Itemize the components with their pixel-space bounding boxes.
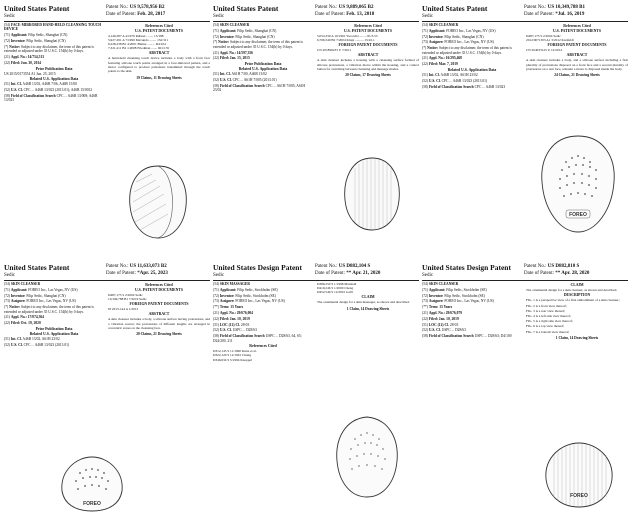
claims-count: 1 Claim, 14 Drawing Sheets (555, 335, 599, 340)
field-row: (54) FACE-MIRRORED HAND-HELD CLEANSING TOUCH DEVICE (4, 23, 102, 32)
field-row: (72) Inventor: Filip Sedic, Stockholm (SE) (422, 293, 485, 298)
reference-entry: D389,250 S 1/1998 Marshall (317, 282, 357, 286)
patent-number: US 9,889,065 B2 (338, 5, 374, 10)
reference-entry: CN 201899233 U 7/2011 (317, 48, 352, 53)
field-row: (72) Inventor: Filip Sedic, Shanghai (CN) (4, 293, 66, 298)
patent-header (422, 4, 628, 22)
section-heading: Related U.S. Application Data (29, 331, 79, 336)
inventor-name: Sedic (4, 14, 16, 19)
field-row: (**) Term: 15 Years (422, 305, 453, 310)
field-row: (22) Filed: Oct. 19, 2020 (4, 321, 41, 326)
patent-date: Feb. 28, 2017 (137, 12, 166, 17)
abstract-heading: ABSTRACT (357, 53, 379, 58)
handheld-device-figure (122, 162, 194, 242)
references-column (317, 282, 419, 311)
claim-text: The ornamental design for a skin cleanser, as shown and described. (526, 288, 618, 292)
patent-country: United States Design Patent (213, 263, 302, 272)
patent-date: *Apr. 25, 2023 (137, 271, 168, 276)
reference-entry: FOREIGN PATENT DOCUMENTS (129, 302, 189, 307)
inventor-name: Sedic (4, 273, 16, 278)
field-row: (54) SKIN MASSAGER (213, 282, 250, 286)
reference-entry: 7,321,211 B2 1/2008 Friedman ....... 601/135 (108, 46, 170, 51)
claims-count: 1 Claim, 14 Drawing Sheets (346, 306, 390, 311)
field-row: (52) U.S. Cl. CPC ... A61H 7/005 (2013.01) (213, 77, 277, 82)
references-column (317, 23, 419, 77)
bibliographic-column (4, 282, 104, 349)
patent-number: US 10,349,788 B1 (547, 5, 585, 10)
description-entry: FIG. 6 is a top view thereof; (526, 324, 565, 329)
patent-header (213, 4, 419, 22)
field-row: (71) Applicant: Filip Sedic, Shanghai (CN) (4, 33, 68, 38)
field-row: (*) Notice: Subject to any disclaimer, the term of this patent is extended or adjusted under 35 U.S.C. 154(b) by 0 days. (4, 305, 94, 314)
field-row: (71) Applicant: FOREO Inc., Las Vegas, NV (US) (422, 28, 496, 33)
field-row: (21) Appl. No.: 16/295,468 (422, 56, 462, 61)
claims-count: 20 Claims, 21 Drawing Sheets (136, 332, 182, 337)
section-heading: Prior Publication Data (35, 66, 73, 71)
description-heading: DESCRIPTION (563, 293, 591, 298)
field-row: (58) Field of Classification Search USPC ... D28/63, 64, 65; D24/200, 211 (213, 334, 302, 343)
references-heading: References Cited (354, 24, 382, 28)
reference-entry: D419,246 S 1/2000 Cheng (317, 286, 354, 291)
reference-entry: JP 2013-144 A 1/2013 (108, 307, 139, 312)
claims-count: 20 Claims, 17 Drawing Sheets (345, 73, 391, 78)
references-heading: References Cited (145, 283, 173, 287)
date-label: Date of Patent: (106, 12, 136, 17)
date-label: Date of Patent: (315, 12, 345, 17)
inventor-name: Sedic (213, 273, 225, 278)
field-row: (21) Appl. No.: 29/676,004 (213, 310, 253, 315)
field-row: (22) Filed: Jan. 15, 2015 (213, 56, 250, 61)
patent-date: Feb. 13, 2018 (346, 12, 375, 17)
device-drawing (331, 413, 403, 501)
field-row: (54) SKIN CLEANSER (422, 282, 459, 286)
references-heading: References Cited (145, 24, 173, 28)
field-row: US 2015/0173554 A1 Jun. 25, 2015 (4, 71, 56, 76)
reference-entry: D487,173 S 2/2004 Sedic (108, 293, 143, 297)
reference-entry: 4,149,287 A 4/1979 Rubner ........ 15/188 (108, 34, 164, 38)
claim-text: The ornamental design for a skin massager, as shown and described. (317, 300, 410, 305)
field-row: (22) Filed: Jun. 30, 2014 (4, 60, 41, 65)
field-row: (21) Appl. No.: 17/074,364 (4, 315, 44, 320)
field-row: (58) Field of Classification Search CPC ... A61H 7/005; A61H 23/02 (213, 83, 306, 93)
patent-no-label: Patent No.: (524, 264, 547, 269)
abstract-text: A skin cleanser includes a body, a silicone surface having protrusions, and a vibration source; the protrusions of different lengths are arranged in concentric zones on the cleansing face. (108, 317, 210, 330)
field-row: (51) Int. Cl. A46B 13/02, A61H 23/02 (4, 336, 60, 341)
field-row: (21) Appl. No.: 29/676,079 (422, 310, 462, 315)
reference-entry: D452,549 S 12/2001 Galli (317, 290, 353, 295)
field-row: (72) Inventor: Filip Sedic, Shanghai (CN) (4, 39, 66, 43)
references-column (526, 23, 628, 77)
date-label: Date of Patent: (315, 271, 345, 276)
device-drawing (54, 451, 130, 515)
reference-entry: D346,634 S 5/1994 Knoppel (213, 357, 252, 362)
reference-entry: D322,129 S 12/1991 Chung (213, 353, 252, 358)
abstract-heading: ABSTRACT (148, 51, 170, 56)
patent-header (4, 4, 210, 22)
references-column (108, 282, 210, 336)
field-row: (71) Applicant: Filip Sedic, Stockholm (SE) (422, 287, 487, 292)
field-row: (21) Appl. No.: 14/754,513 (4, 55, 44, 59)
field-row: (71) Applicant: FOREO Inc., Las Vegas, NV (US) (4, 287, 78, 292)
skin-cleanser-figure (337, 154, 407, 234)
bibliographic-column (213, 23, 313, 94)
section-heading: Prior Publication Data (244, 62, 282, 67)
description-entry: FIG. 7 is a bottom view thereof. (526, 329, 570, 334)
claims-count: 19 Claims, 11 Drawing Sheets (136, 75, 182, 80)
field-row: (52) U.S. Cl. CPC ... A46B 13/023 (2013.01); A46B 15/0012 (4, 88, 93, 93)
reference-entry: D312,145 S 11/1990 Kunz et al. (213, 349, 257, 354)
patent-number: US D882,810 S (547, 264, 580, 269)
field-row: (52) U.S. Cl. CPC ... A46B 13/023 (2013.01) (4, 342, 70, 347)
device-drawing (122, 162, 194, 242)
patent-country: United States Patent (422, 4, 488, 13)
field-row: (52) U.S. Cl. USPC ... D28/63 (213, 328, 257, 333)
field-row: (58) Field of Classification Search CPC ... A46B 13/023 (422, 84, 506, 89)
patent-country: United States Design Patent (422, 263, 511, 272)
patent-country: United States Patent (4, 263, 70, 272)
device-drawing (536, 132, 620, 236)
patent-no-label: Patent No.: (315, 5, 338, 10)
claim-heading: CLAIM (361, 295, 375, 300)
reference-entry: 2012/0071303 A1 3/2012 Kreifeldt (526, 38, 574, 43)
patent-page (213, 4, 419, 257)
device-drawing (337, 154, 407, 234)
field-row: (73) Assignee: FOREO Inc., Las Vegas, NV (US) (213, 299, 285, 304)
description-entry: FIG. 2 is a front view thereof; (526, 303, 567, 308)
field-row: (*) Notice: Subject to any disclaimer, the term of this patent is extended or adjusted under 35 U.S.C. 154(b) by 0 days. (213, 40, 303, 49)
field-row: (51) Int. Cl. A46B 13/02, A61H 23/02 (422, 72, 478, 77)
field-row: (73) Assignee: FOREO Inc., Las Vegas, NV (US) (422, 40, 494, 45)
patent-no-label: Patent No.: (524, 5, 547, 10)
brand-logo: FOREO (570, 493, 588, 499)
reference-entry: CN 204033125 U 12/2014 (526, 48, 563, 53)
section-heading: Related U.S. Application Data (447, 67, 497, 72)
references-subheading: U.S. PATENT DOCUMENTS (134, 29, 184, 33)
references-subheading: U.S. PATENT DOCUMENTS (343, 29, 393, 33)
description-entry: FIG. 4 is a left side view thereof; (526, 313, 571, 318)
field-row: (72) Inventor: Filip Sedic, Stockholm (SE) (213, 293, 276, 298)
field-row: (58) Field of Classification Search CPC ... A46B 13/008; A46B 13/023 (4, 93, 98, 103)
references-subheading: U.S. PATENT DOCUMENTS (134, 288, 184, 292)
foreo-cleanser-figure (536, 132, 620, 236)
bibliographic-column (422, 23, 522, 90)
field-row: (51) Int. Cl. A46B 13/02, A46B 7/06, A46B 15/00 (4, 82, 77, 87)
abstract-text: A skin cleanser includes a housing with a cleansing surface formed of silicone protrusions, a vibration motor within the housing, and a control button for switching between cleansing and massage modes. (317, 58, 419, 71)
patent-no-label: Patent No.: (106, 5, 129, 10)
section-heading: References Cited (249, 344, 277, 349)
claims-count: 24 Claims, 21 Drawing Sheets (554, 73, 600, 78)
bibliographic-column (422, 282, 522, 340)
reference-entry: 5,054,339 A 10/1991 Yacowitz ........ 81/3.55 (317, 34, 378, 38)
description-entry: FIG. 3 is a rear view thereof; (526, 308, 566, 313)
field-row: (52) U.S. Cl. USPC ... D28/63 (422, 328, 466, 333)
field-row: (73) Assignee: FOREO Inc., Las Vegas, NV (US) (4, 299, 76, 304)
patent-page (422, 263, 628, 516)
foreo-cleanser-figure (540, 439, 618, 511)
patent-no-label: Patent No.: (106, 264, 129, 269)
bibliographic-column (213, 282, 313, 362)
field-row: (71) Applicant: Filip Sedic, Shanghai (CN) (213, 28, 277, 33)
brand-logo: FOREO (83, 501, 101, 507)
abstract-heading: ABSTRACT (566, 53, 588, 58)
patent-number: US 9,578,956 B2 (129, 5, 165, 10)
description-entry: FIG. 5 is a right side view thereof; (526, 319, 573, 324)
foreo-cleanser-figure (54, 451, 130, 515)
reference-entry: FOREIGN PATENT DOCUMENTS (338, 43, 398, 48)
device-drawing (540, 439, 618, 511)
field-row: (73) Assignee: FOREO Inc., Las Vegas, NV (US) (422, 299, 494, 304)
field-row: (22) Filed: Mar. 7, 2019 (422, 62, 458, 67)
patent-number: US 11,633,073 B2 (129, 264, 167, 269)
patent-date: ** Apr. 28, 2020 (555, 271, 590, 276)
patent-no-label: Patent No.: (315, 264, 338, 269)
reference-entry: D487,173 S 2/2004 Sedic (526, 34, 561, 38)
patent-header (422, 263, 628, 281)
claim-heading: CLAIM (570, 283, 584, 287)
date-label: Date of Patent: (524, 271, 554, 276)
field-row: (51) LOC (12) Cl. 28-03 (422, 322, 459, 327)
abstract-text: A hand-held cleansing touch device includes a body with a front face featuring silicone touch points arranged in a face-mirrored pattern, and a motor configured to produce pulsations transmitted through the touch points to the skin. (108, 56, 210, 74)
references-heading: References Cited (563, 24, 591, 28)
patent-date: ** Apr. 21, 2020 (346, 271, 381, 276)
date-label: Date of Patent: (524, 12, 554, 17)
inventor-name: Sedic (213, 14, 225, 19)
abstract-text: A skin cleanser includes a body, and a silicone surface including a first plurality of protrusions disposed on a front face and a second plurality of protrusions on a rear face, wherein a motor is disposed inside the body. (526, 58, 628, 71)
brand-logo: FOREO (569, 212, 587, 218)
abstract-heading: ABSTRACT (148, 312, 170, 317)
inventor-name: Sedic (422, 273, 434, 278)
reference-entry: 10,349,788 B1 7/2019 Sedic (108, 297, 147, 302)
references-column (108, 23, 210, 80)
patent-date: *Jul. 16, 2019 (555, 12, 585, 17)
patent-country: United States Patent (213, 4, 279, 13)
inventor-name: Sedic (422, 14, 434, 19)
description-entry: FIG. 1 is a perspective view of a first embodiment of a skin cleanser; (526, 298, 620, 303)
field-row: (22) Filed: Jan. 10, 2019 (213, 316, 250, 321)
field-row: (54) SKIN CLEANSER (213, 23, 250, 27)
field-row: (51) Int. Cl. A61H 7/00, A46B 13/02 (213, 72, 267, 77)
bibliographic-column (4, 23, 104, 104)
field-row: (*) Notice: Subject to any disclaimer, the term of this patent is extended or adjusted under 35 U.S.C. 154(b) by 0 days. (4, 44, 94, 54)
reference-entry: FOREIGN PATENT DOCUMENTS (547, 43, 607, 48)
field-row: (*) Notice: Subject to any disclaimer, the term of this patent is extended or adjusted under 35 U.S.C. 154(b) by 0 days. (422, 46, 512, 55)
reference-entry: 6,766,549 B2 7/2004 Klupt .......... 15/22.1 (317, 38, 375, 43)
section-heading: Related U.S. Application Data (29, 77, 79, 82)
field-row: (21) Appl. No.: 14/597,356 (213, 50, 253, 55)
patent-page (422, 4, 628, 257)
reference-entry: 6,228,238 B1 4/2001 Blaine ......... D4/104 (108, 42, 166, 47)
patent-page (213, 263, 419, 516)
field-row: (58) Field of Classification Search USPC ... D28/63; D4/100 (422, 334, 512, 339)
patent-page (4, 4, 210, 257)
date-label: Date of Patent: (106, 271, 136, 276)
patent-page (4, 263, 210, 516)
skin-massager-figure (331, 413, 403, 501)
field-row: (72) Inventor: Filip Sedic, Shanghai (CN) (422, 34, 484, 39)
field-row: (22) Filed: Jan. 10, 2019 (422, 316, 459, 321)
description-column (526, 282, 628, 340)
field-row: (54) SKIN CLEANSER (422, 23, 459, 27)
field-row: (**) Term: 15 Years (213, 305, 244, 310)
section-heading: Prior Publication Data (35, 326, 73, 331)
field-row: (52) U.S. Cl. CPC ... A46B 13/023 (2013.01) (422, 78, 488, 83)
references-subheading: U.S. PATENT DOCUMENTS (552, 29, 602, 33)
section-heading: Related U.S. Application Data (238, 67, 288, 72)
patent-country: United States Patent (4, 4, 70, 13)
field-row: (51) LOC (12) Cl. 28-03 (213, 322, 250, 327)
patent-number: US D882,104 S (338, 264, 371, 269)
reference-entry: 5,927,291 A 7/1999 Mavundo ........ 132/311 (108, 38, 169, 43)
patent-header (213, 263, 419, 281)
field-row: (54) SKIN CLEANSER (4, 282, 41, 286)
patent-header (4, 263, 210, 281)
field-row: (71) Applicant: Filip Sedic, Stockholm (SE) (213, 287, 278, 292)
field-row: (72) Inventor: Filip Sedic, Shanghai (CN) (213, 34, 275, 39)
